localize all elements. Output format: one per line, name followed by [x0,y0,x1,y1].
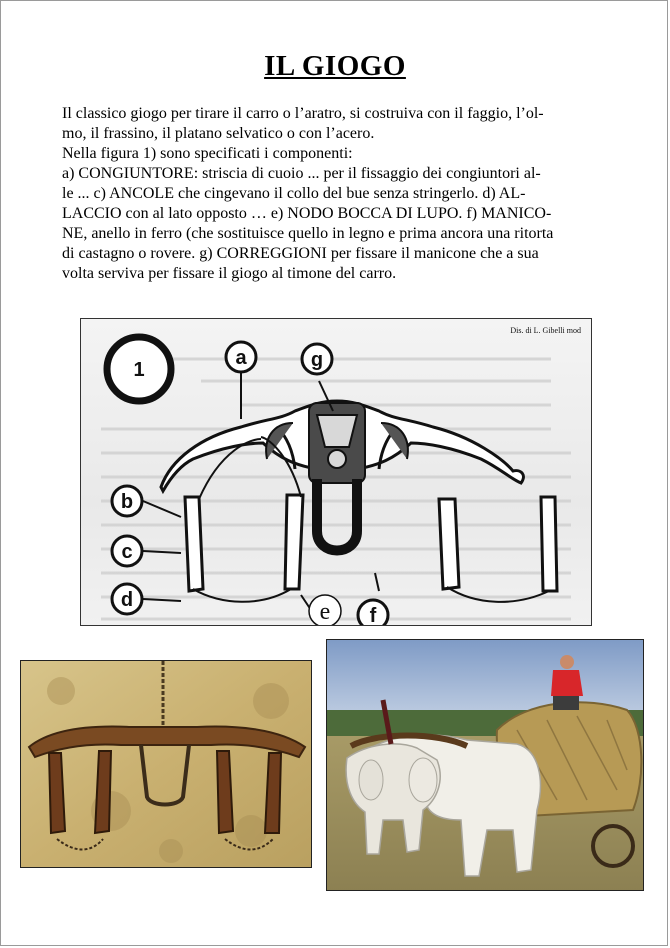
label-b: b [120,491,134,513]
paragraph-line: a) CONGIUNTORE: striscia di cuoio ... per il fissaggio dei congiuntori al- [62,165,541,182]
oxen-photo [326,639,644,891]
yoke-photo-illustration [21,661,312,868]
manicone-ring [317,479,357,551]
paragraph-line: mo, il frassino, il platano selvatico o con l’acero. [62,125,375,142]
paragraph-line: Nella figura 1) sono specificati i componenti: [62,145,353,162]
intro-paragraph [62,104,622,284]
label-f: f [369,605,377,627]
paragraph-line: LACCIO con al lato opposto … e) NODO BOCCA DI LUPO. f) MANICO- [62,205,552,222]
background-texture [101,359,571,619]
ancole-pieces [185,495,557,591]
drawing-credit: Dis. di L. Gibelli mod [510,326,581,335]
paragraph-line: di castagno o rovere. g) CORREGGIONI per fissare il manicone che a sua [62,245,539,262]
label-c: c [121,541,133,563]
oxen-photo-illustration [327,640,644,891]
paragraph-line: volta serviva per fissare il giogo al timone del carro. [62,265,397,282]
yoke-drawing [81,319,592,626]
label-a: a [235,347,247,369]
yoke-photo [20,660,312,868]
paragraph-line: NE, anello in ferro (che sostituisce quello in legno e prima ancora una ritorta [62,225,554,242]
label-e: e [319,599,331,625]
label-g: g [310,349,324,371]
paragraph-line: Il classico giogo per tirare il carro o l’aratro, si costruiva con il faggio, l’ol- [62,105,544,122]
figure-number: 1 [133,359,145,381]
page-title: IL GIOGO [264,50,406,82]
yoke-diagram [80,318,592,626]
paragraph-line: le ... c) ANCOLE che cingevano il collo del bue senza stringerlo. d) AL- [62,185,526,202]
label-d: d [120,589,134,611]
